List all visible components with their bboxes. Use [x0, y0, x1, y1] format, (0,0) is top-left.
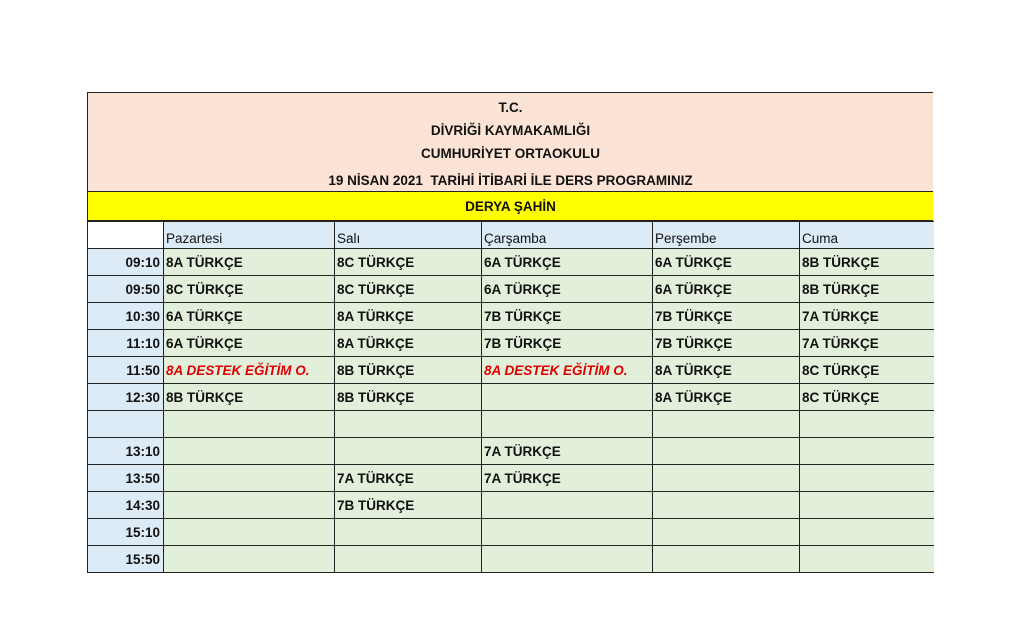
- time-slot: 09:50: [88, 276, 164, 303]
- lesson-cell: [164, 465, 335, 492]
- lesson-cell: 7B TÜRKÇE: [482, 303, 653, 330]
- lesson-cell: [335, 411, 482, 438]
- lesson-cell: [482, 492, 653, 519]
- time-slot: 10:30: [88, 303, 164, 330]
- lesson-cell: [335, 438, 482, 465]
- time-slot: 13:10: [88, 438, 164, 465]
- schedule-row: [88, 519, 934, 546]
- day-header: Cuma: [800, 222, 934, 249]
- lesson-cell: [653, 492, 800, 519]
- time-slot: 14:30: [88, 492, 164, 519]
- lesson-cell: [335, 519, 482, 546]
- lesson-cell: 8C TÜRKÇE: [335, 276, 482, 303]
- header-line-2: DİVRİĞİ KAYMAKAMLIĞI: [430, 123, 591, 138]
- schedule-row: [88, 384, 934, 411]
- day-header-row: [88, 222, 934, 249]
- lesson-cell: 8B TÜRKÇE: [335, 384, 482, 411]
- lesson-cell: 8C TÜRKÇE: [800, 384, 934, 411]
- lesson-cell: 8B TÜRKÇE: [164, 384, 335, 411]
- lesson-cell: 8A DESTEK EĞİTİM O.: [482, 357, 653, 384]
- teacher-name: DERYA ŞAHİN: [87, 192, 933, 221]
- lesson-cell: 6A TÜRKÇE: [164, 303, 335, 330]
- schedule-table: [87, 221, 934, 573]
- lesson-cell: 6A TÜRKÇE: [653, 276, 800, 303]
- lesson-cell: 6A TÜRKÇE: [653, 249, 800, 276]
- schedule-row: [88, 411, 934, 438]
- lesson-cell: 7B TÜRKÇE: [482, 330, 653, 357]
- lesson-cell: 6A TÜRKÇE: [482, 276, 653, 303]
- lesson-cell: 7B TÜRKÇE: [335, 492, 482, 519]
- schedule-row: [88, 546, 934, 573]
- lesson-cell: 8B TÜRKÇE: [335, 357, 482, 384]
- lesson-cell: [800, 519, 934, 546]
- lesson-cell: [800, 438, 934, 465]
- lesson-cell: 8C TÜRKÇE: [335, 249, 482, 276]
- lesson-cell: 8C TÜRKÇE: [800, 357, 934, 384]
- lesson-cell: 7A TÜRKÇE: [800, 330, 934, 357]
- schedule-sheet: [87, 92, 933, 573]
- lesson-cell: [653, 438, 800, 465]
- time-slot: 15:50: [88, 546, 164, 573]
- schedule-row: [88, 492, 934, 519]
- time-slot: 09:10: [88, 249, 164, 276]
- lesson-cell: 8A DESTEK EĞİTİM O.: [164, 357, 335, 384]
- schedule-row: [88, 303, 934, 330]
- lesson-cell: [482, 519, 653, 546]
- lesson-cell: 8A TÜRKÇE: [335, 303, 482, 330]
- lesson-cell: [164, 519, 335, 546]
- lesson-cell: [800, 546, 934, 573]
- time-slot: 11:10: [88, 330, 164, 357]
- lesson-cell: [653, 411, 800, 438]
- header-line-4: 19 NİSAN 2021 TARİHİ İTİBARİ İLE DERS PROGRAMINIZ: [328, 173, 693, 188]
- lesson-cell: 7A TÜRKÇE: [335, 465, 482, 492]
- day-header: Salı: [335, 222, 482, 249]
- schedule-row: [88, 465, 934, 492]
- lesson-cell: [164, 492, 335, 519]
- lesson-cell: [164, 411, 335, 438]
- lesson-cell: 8C TÜRKÇE: [164, 276, 335, 303]
- lesson-cell: [653, 519, 800, 546]
- time-slot: 15:10: [88, 519, 164, 546]
- lesson-cell: [800, 492, 934, 519]
- lesson-cell: [653, 546, 800, 573]
- lesson-cell: [335, 546, 482, 573]
- time-slot: 11:50: [88, 357, 164, 384]
- lesson-cell: [482, 411, 653, 438]
- day-header: Perşembe: [653, 222, 800, 249]
- header-block: [87, 92, 933, 192]
- lesson-cell: 7B TÜRKÇE: [653, 330, 800, 357]
- lesson-cell: [482, 546, 653, 573]
- header-line-3: CUMHURİYET ORTAOKULU: [421, 146, 600, 161]
- lesson-cell: [164, 438, 335, 465]
- lesson-cell: 8B TÜRKÇE: [800, 276, 934, 303]
- lesson-cell: [482, 384, 653, 411]
- day-header: Pazartesi: [164, 222, 335, 249]
- corner-cell: [88, 222, 164, 249]
- schedule-row: [88, 249, 934, 276]
- lesson-cell: 7A TÜRKÇE: [482, 465, 653, 492]
- lesson-cell: 8A TÜRKÇE: [335, 330, 482, 357]
- schedule-row: [88, 276, 934, 303]
- time-slot: 12:30: [88, 384, 164, 411]
- lesson-cell: 7B TÜRKÇE: [653, 303, 800, 330]
- day-header: Çarşamba: [482, 222, 653, 249]
- time-slot: 13:50: [88, 465, 164, 492]
- lesson-cell: [800, 411, 934, 438]
- lesson-cell: 7A TÜRKÇE: [800, 303, 934, 330]
- lesson-cell: [800, 465, 934, 492]
- schedule-row: [88, 438, 934, 465]
- lesson-cell: 8A TÜRKÇE: [164, 249, 335, 276]
- lesson-cell: 8A TÜRKÇE: [653, 357, 800, 384]
- lesson-cell: [164, 546, 335, 573]
- lesson-cell: 6A TÜRKÇE: [482, 249, 653, 276]
- schedule-row: [88, 357, 934, 384]
- lesson-cell: 7A TÜRKÇE: [482, 438, 653, 465]
- header-line-1: T.C.: [498, 100, 523, 115]
- schedule-row: [88, 330, 934, 357]
- lesson-cell: [653, 465, 800, 492]
- lesson-cell: 8A TÜRKÇE: [653, 384, 800, 411]
- lesson-cell: 8B TÜRKÇE: [800, 249, 934, 276]
- lesson-cell: 6A TÜRKÇE: [164, 330, 335, 357]
- time-slot: [88, 411, 164, 438]
